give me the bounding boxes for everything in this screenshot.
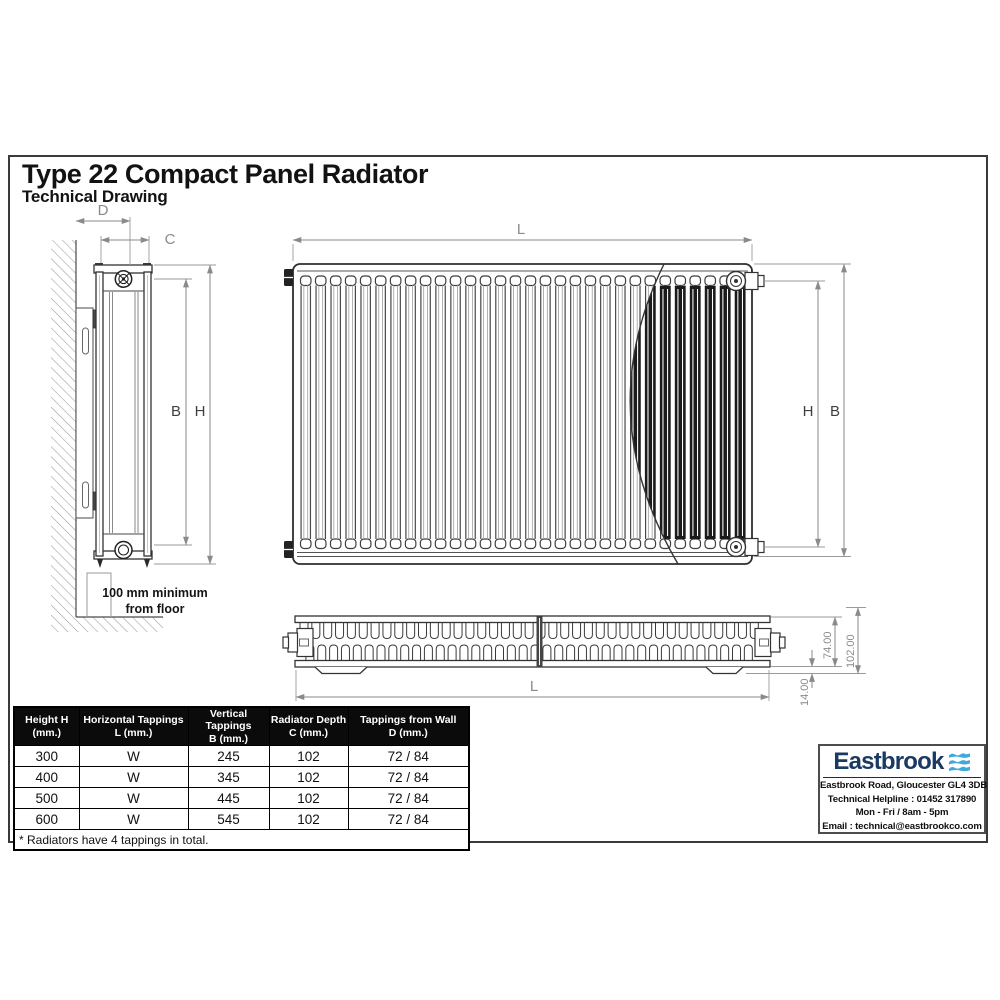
- spec-cell: W: [79, 746, 188, 767]
- spec-col-header: Vertical Tappings B (mm.): [188, 707, 269, 746]
- plan-fin-up: [478, 623, 486, 639]
- side-view: [51, 202, 216, 632]
- plan-fin-up: [703, 623, 711, 639]
- grille-slot: [690, 276, 701, 286]
- valve-top-right-dot: [734, 279, 738, 283]
- plan-fin-up: [419, 623, 427, 639]
- plan-fin-meander: [300, 623, 758, 661]
- plan-fin-up: [620, 623, 628, 639]
- plan-plug-left: [288, 633, 298, 652]
- grille-slot: [435, 276, 446, 286]
- spec-cell: 345: [188, 767, 269, 788]
- plan-fin-up: [656, 623, 664, 639]
- plan-fin-up: [644, 623, 652, 639]
- grille-slot: [585, 276, 596, 286]
- dim-label-d: D: [97, 202, 109, 219]
- plan-fin-down: [507, 645, 515, 661]
- grille-slot: [375, 276, 386, 286]
- spec-cell: 72 / 84: [348, 809, 469, 830]
- dim-label-h-front: H: [802, 403, 814, 420]
- spec-cell: 72 / 84: [348, 767, 469, 788]
- plan-fin-up: [359, 623, 367, 639]
- plan-fin-down: [377, 645, 385, 661]
- spec-cell: W: [79, 788, 188, 809]
- valve-tip-bottom: [758, 542, 764, 553]
- grille-slot: [645, 539, 656, 549]
- wall-hatch: [51, 240, 76, 632]
- spec-table-foot: [14, 830, 469, 851]
- spec-cell: 102: [269, 788, 348, 809]
- plan-fin-up: [407, 623, 415, 639]
- spec-cell: 102: [269, 809, 348, 830]
- grille-slot: [630, 276, 641, 286]
- valve-nut-top: [745, 273, 758, 290]
- valve-nut-bottom: [745, 539, 758, 556]
- spec-cell: 445: [188, 788, 269, 809]
- plan-fin-up: [513, 623, 521, 639]
- grille-slot: [420, 539, 431, 549]
- grille-slot: [330, 539, 341, 549]
- grille-slot: [600, 539, 611, 549]
- plan-fin-down: [567, 645, 575, 661]
- grille-slot: [480, 539, 491, 549]
- plan-fin-up: [454, 623, 462, 639]
- grille-slot: [420, 276, 431, 286]
- plan-fin-down: [661, 645, 669, 661]
- brand-contact-line: Mon - Fri / 8am - 5pm: [855, 807, 949, 819]
- plan-fin-up: [501, 623, 509, 639]
- spec-table: [13, 706, 470, 851]
- dim-label-b-side: B: [170, 403, 182, 420]
- front-view: [284, 221, 851, 564]
- plan-fin-down: [448, 645, 456, 661]
- brand-name: Eastbrook: [833, 748, 944, 775]
- plan-fin-down: [602, 645, 610, 661]
- grille-slot: [465, 276, 476, 286]
- plan-fin-down: [353, 645, 361, 661]
- grille-slot: [555, 276, 566, 286]
- plan-fin-down: [626, 645, 634, 661]
- grille-slot: [301, 539, 312, 549]
- dim-label-c: C: [164, 231, 176, 248]
- grille-slot: [555, 539, 566, 549]
- spec-cell: W: [79, 809, 188, 830]
- spec-col-header: Height H (mm.): [14, 707, 79, 746]
- spec-cell: 245: [188, 746, 269, 767]
- valve-tip-top: [758, 276, 764, 287]
- grille-slot: [615, 276, 626, 286]
- grille-slot: [495, 539, 506, 549]
- plan-fin-down: [543, 645, 551, 661]
- plan-fin-up: [561, 623, 569, 639]
- plan-plug-tip-right: [780, 637, 786, 648]
- dim-label-b-front: B: [829, 403, 841, 420]
- plan-fin-down: [401, 645, 409, 661]
- plan-fin-up: [727, 623, 735, 639]
- plan-fin-up: [395, 623, 403, 639]
- fin-dark: [660, 286, 671, 539]
- bottom-point-left: [97, 559, 103, 568]
- grille-slot: [315, 276, 326, 286]
- plan-fin-down: [496, 645, 504, 661]
- spec-cell: 300: [14, 746, 79, 767]
- brand-contact-line: Email : technical@eastbrookco.com: [822, 820, 982, 832]
- grille-slot: [570, 276, 581, 286]
- grille-slot: [480, 276, 491, 286]
- plan-fin-down: [555, 645, 563, 661]
- grille-slot: [675, 539, 686, 549]
- spec-row: [14, 809, 469, 830]
- spec-cell: 102: [269, 767, 348, 788]
- grille-slot: [360, 539, 371, 549]
- waves-icon: [948, 752, 971, 772]
- plan-fin-down: [650, 645, 658, 661]
- plan-fin-up: [667, 623, 675, 639]
- spec-cell: 545: [188, 809, 269, 830]
- plan-fin-down: [484, 645, 492, 661]
- grille-slot: [525, 276, 536, 286]
- plan-fin-up: [584, 623, 592, 639]
- grille-slot: [301, 276, 312, 286]
- plan-fin-down: [341, 645, 349, 661]
- plan-fin-down: [389, 645, 397, 661]
- dim-label-74: 74.00: [822, 631, 834, 659]
- brand-box: [818, 744, 986, 834]
- grille-slot: [615, 539, 626, 549]
- plan-fin-up: [347, 623, 355, 639]
- plan-fin-up: [466, 623, 474, 639]
- plan-fin-up: [715, 623, 723, 639]
- grille-slot: [705, 276, 716, 286]
- page-subtitle: Technical Drawing: [22, 187, 168, 207]
- spec-row: [14, 788, 469, 809]
- fin-dark: [705, 286, 716, 539]
- plan-view: [283, 608, 866, 707]
- grille-slot: [450, 276, 461, 286]
- spec-cell: 400: [14, 767, 79, 788]
- spec-cell: 102: [269, 746, 348, 767]
- plan-fin-down: [673, 645, 681, 661]
- plan-fin-up: [549, 623, 557, 639]
- grille-slot: [345, 276, 356, 286]
- plan-fin-down: [744, 645, 752, 661]
- grille-slot: [465, 539, 476, 549]
- dim-label-l-plan: L: [529, 678, 539, 695]
- grille-slot: [645, 276, 656, 286]
- grille-slot: [690, 539, 701, 549]
- plan-fin-up: [525, 623, 533, 639]
- spec-cell: 600: [14, 809, 79, 830]
- plan-fin-up: [490, 623, 498, 639]
- brand-contact-line: Technical Helpline : 01452 317890: [827, 793, 977, 805]
- dim-label-14: 14.00: [799, 678, 811, 706]
- grille-slot: [390, 539, 401, 549]
- plan-fin-up: [679, 623, 687, 639]
- grille-slot: [705, 539, 716, 549]
- grille-slot: [630, 539, 641, 549]
- plan-fin-up: [430, 623, 438, 639]
- plan-fin-up: [691, 623, 699, 639]
- plan-fin-down: [365, 645, 373, 661]
- fin-dark: [675, 286, 686, 539]
- plan-fin-down: [472, 645, 480, 661]
- grille-slot: [585, 539, 596, 549]
- spec-cell: 72 / 84: [348, 788, 469, 809]
- spec-footnote: * Radiators have 4 tappings in total.: [14, 830, 469, 851]
- grille-slot: [495, 276, 506, 286]
- fin-dark: [690, 286, 701, 539]
- grille-slot: [315, 539, 326, 549]
- spec-col-header: Radiator Depth C (mm.): [269, 707, 348, 746]
- plan-front-panel-face: [295, 616, 770, 623]
- plan-plug-right: [771, 633, 781, 652]
- grille-slot: [345, 539, 356, 549]
- plan-fin-down: [413, 645, 421, 661]
- plan-fin-down: [733, 645, 741, 661]
- grille-slot: [510, 539, 520, 549]
- floor-hatch: [76, 617, 163, 632]
- plan-fin-down: [519, 645, 527, 661]
- fin-dark: [720, 286, 731, 539]
- plan-bracket-left: [315, 667, 367, 674]
- plan-fin-up: [596, 623, 604, 639]
- plan-fin-up: [336, 623, 344, 639]
- floor-note-line1: 100 mm minimum: [102, 586, 208, 600]
- plan-fin-down: [436, 645, 444, 661]
- spec-table-head: [14, 707, 469, 746]
- page-title: Type 22 Compact Panel Radiator: [22, 159, 429, 189]
- plan-fin-down: [614, 645, 622, 661]
- spec-row: [14, 746, 469, 767]
- plan-fin-up: [738, 623, 746, 639]
- grille-slot: [435, 539, 446, 549]
- grille-slot: [405, 539, 416, 549]
- plan-fin-up: [608, 623, 616, 639]
- grille-slot: [600, 276, 611, 286]
- plan-fin-up: [371, 623, 379, 639]
- grille-slot: [510, 276, 520, 286]
- plan-fin-down: [709, 645, 717, 661]
- plan-fin-down: [318, 645, 326, 661]
- plan-fin-down: [460, 645, 468, 661]
- plan-fin-down: [424, 645, 432, 661]
- drain-plug-icon: [115, 542, 132, 559]
- spec-col-header: Tappings from Wall D (mm.): [348, 707, 469, 746]
- fin-dark: [735, 286, 746, 539]
- grille-slot: [375, 539, 386, 549]
- spec-cell: 500: [14, 788, 79, 809]
- plan-fin-down: [638, 645, 646, 661]
- technical-drawing: [0, 140, 1000, 710]
- brand-contact-lines: [820, 778, 988, 833]
- plan-plug-tip-left: [283, 637, 289, 648]
- grille-slot: [450, 539, 461, 549]
- dim-label-102: 102.00: [845, 634, 857, 668]
- plan-fin-down: [330, 645, 338, 661]
- brand-logo: [823, 747, 981, 778]
- floor-note-line2: from floor: [125, 602, 185, 616]
- spec-cell: 72 / 84: [348, 746, 469, 767]
- brand-contact-line: Eastbrook Road, Gloucester GL4 3DB: [820, 780, 988, 791]
- bracket-slot-bottom: [83, 482, 89, 508]
- grille-slot: [405, 276, 416, 286]
- grille-slot: [570, 539, 581, 549]
- grille-slot: [360, 276, 371, 286]
- grille-slot: [330, 276, 341, 286]
- grille-slot: [525, 539, 536, 549]
- grille-slot: [540, 539, 551, 549]
- plan-fin-down: [590, 645, 598, 661]
- bracket-slot-top: [83, 328, 89, 354]
- grille-slot: [660, 276, 671, 286]
- spec-row: [14, 767, 469, 788]
- plan-bracket-right: [706, 667, 743, 674]
- plan-fin-up: [442, 623, 450, 639]
- plan-fin-up: [632, 623, 640, 639]
- spec-table-body: [14, 746, 469, 830]
- plan-fin-down: [578, 645, 586, 661]
- plan-fin-up: [383, 623, 391, 639]
- valve-bottom-right-dot: [734, 545, 738, 549]
- plan-fin-down: [721, 645, 729, 661]
- grille-slot: [675, 276, 686, 286]
- dim-label-l-front: L: [516, 221, 526, 238]
- plan-fin-down: [697, 645, 705, 661]
- plan-fin-up: [573, 623, 581, 639]
- plan-fin-down: [685, 645, 693, 661]
- spec-cell: W: [79, 767, 188, 788]
- grille-slot: [390, 276, 401, 286]
- bottom-point-right: [144, 559, 150, 568]
- plan-rear-panel-face: [295, 661, 770, 668]
- plan-fin-up: [324, 623, 332, 639]
- dim-label-h-side: H: [194, 403, 206, 420]
- grille-slot: [540, 276, 551, 286]
- spec-col-header: Horizontal Tappings L (mm.): [79, 707, 188, 746]
